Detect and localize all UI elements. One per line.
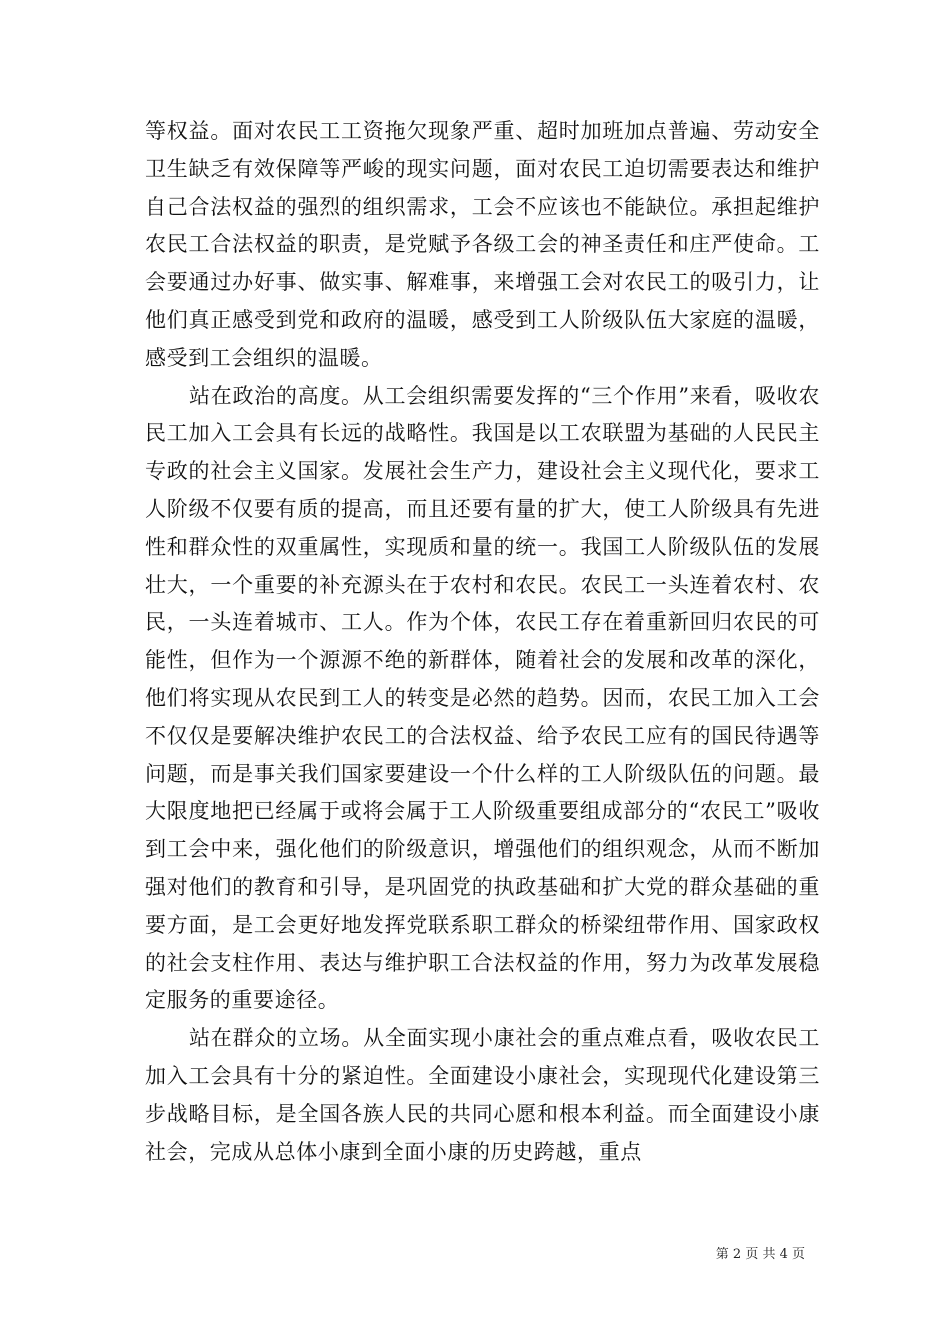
paragraph-3: 站在群众的立场。从全面实现小康社会的重点难点看，吸收农民工加入工会具有十分的紧迫性。全面建设小康社会，实现现代化建设第三步战略目标，是全国各族人民的共同心愿和根本利益。而全面建设小康社会，完成从总体小康到全面小康的历史跨越，重点 [145, 1026, 820, 1164]
document-body [145, 113, 820, 1171]
paragraph-1: 等权益。面对农民工工资拖欠现象严重、超时加班加点普遍、劳动安全卫生缺乏有效保障等严峻的现实问题，面对农民工迫切需要表达和维护自己合法权益的强烈的组织需求，工会不应该也不能缺位。承担起维护农民工合法权益的职责，是党赋予各级工会的神圣责任和庄严使命。工会要通过办好事、做实事、解难事，来增强工会对农民工的吸引力，让他们真正感受到党和政府的温暖，感受到工人阶级队伍大家庭的温暖，感受到工会组织的温暖。 [145, 119, 820, 370]
page-number-footer: 第 2 页 共 4 页 [715, 1247, 805, 1262]
paragraph-2: 站在政治的高度。从工会组织需要发挥的“三个作用”来看，吸收农民工加入工会具有长远的战略性。我国是以工农联盟为基础的人民民主专政的社会主义国家。发展社会生产力，建设社会主义现代化，要求工人阶级不仅要有质的提高，而且还要有量的扩大，使工人阶级具有先进性和群众性的双重属性，实现质和量的统一。我国工人阶级队伍的发展壮大，一个重要的补充源头在于农村和农民。农民工一头连着农村、农民，一头连着城市、工人。作为个体，农民工存在着重新回归农民的可能性，但作为一个源源不绝的新群体，随着社会的发展和改革的深化，他们将实现从农民到工人的转变是必然的趋势。因而，农民工加入工会不仅仅是要解决维护农民工的合法权益、给予农民工应有的国民待遇等问题，而是事关我们国家要建设一个什么样的工人阶级队伍的问题。最大限度地把已经属于或将会属于工人阶级重要组成部分的“农民工”吸收到工会中来，强化他们的阶级意识，增强他们的组织观念，从而不断加强对他们的教育和引导，是巩固党的执政基础和扩大党的群众基础的重要方面，是工会更好地发挥党联系职工群众的桥梁纽带作用、国家政权的社会支柱作用、表达与维护职工合法权益的作用，努力为改革发展稳定服务的重要途径。 [145, 383, 820, 1013]
